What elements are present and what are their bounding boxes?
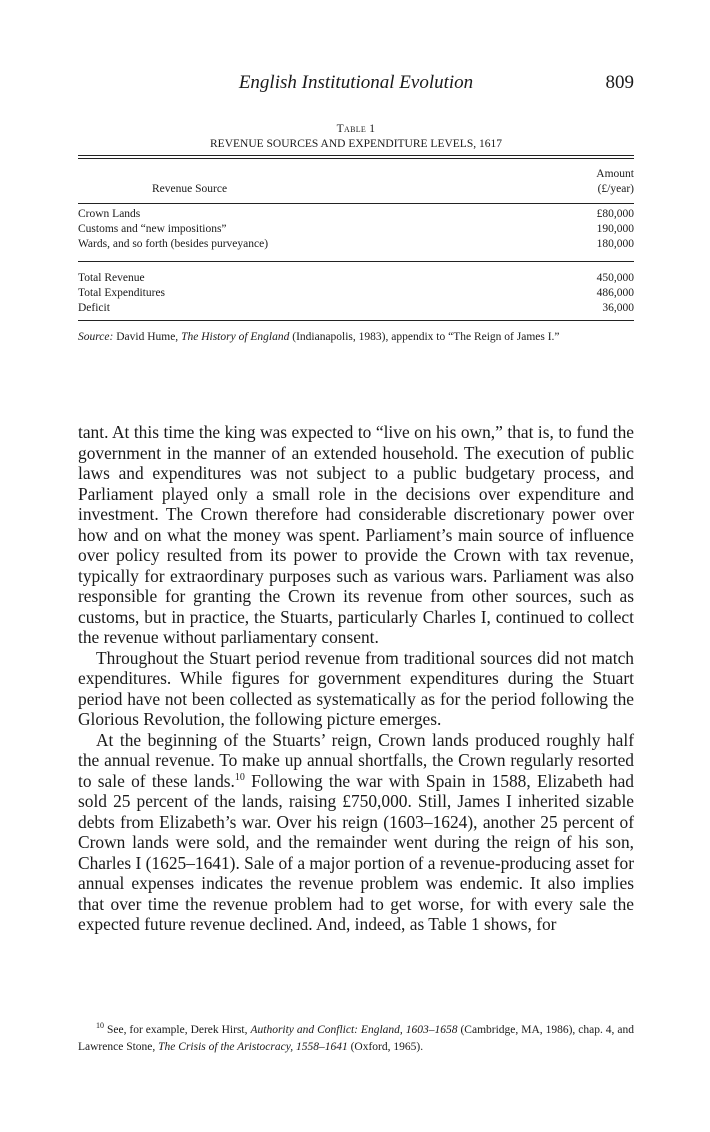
footnote xyxy=(78,1022,634,1056)
source-label: Source: xyxy=(78,331,114,343)
table-caption xyxy=(78,122,634,152)
footnote-reference: 10 xyxy=(234,771,245,783)
body-text xyxy=(78,422,634,935)
row-amount: 180,000 xyxy=(596,238,634,250)
table-row xyxy=(78,237,634,252)
amount-header-line1: Amount xyxy=(596,168,634,180)
table-header-rule xyxy=(78,203,634,204)
footnote-text: (Cambridge, MA, 1986), chap. 4, and Lawrence Stone, xyxy=(78,1024,635,1053)
row-amount: 450,000 xyxy=(596,272,634,284)
row-amount: 190,000 xyxy=(596,223,634,235)
paragraph: tant. At this time the king was expected to “live on his own,” that is, to fund the government in the manner of an extended household. The execution of public laws and expenditures was not subject to a public budgetary process, and Parliament played only a small role in the decisions over expenditure and investment. The Crown therefore had considerable discretionary power over how and on what the money was spent. Parliament’s main source of influence over policy resulted from its power to provide the Crown with tax revenue, typically for extraordinary purposes such as various wars. Parliament was also responsible for granting the Crown its revenue from other sources, such as customs, but in practice, the Stuarts, particularly Charles I, continued to collect the revenue without parliamentary consent. xyxy=(78,422,634,647)
revenue-source-header: Revenue Source xyxy=(152,183,228,195)
table-row xyxy=(78,286,634,301)
page-number: 809 xyxy=(605,72,634,93)
table-top-rule-2 xyxy=(78,158,634,159)
table-header xyxy=(78,167,634,197)
source-text-pre: David Hume, xyxy=(113,331,182,343)
footnote-title: Authority and Conflict: England, 1603–1658 xyxy=(250,1024,458,1036)
row-label: Total Expenditures xyxy=(78,287,166,299)
revenue-totals xyxy=(78,271,634,316)
row-label: Total Revenue xyxy=(78,272,145,284)
footnote-text: (Oxford, 1965). xyxy=(347,1041,424,1053)
row-label: Wards, and so forth (besides purveyance) xyxy=(78,238,269,250)
paragraph-text: At the beginning of the Stuarts’ reign, Crown lands produced roughly half the annual revenue. To make up annual shortfalls, the Crown regularly resorted to sale of these lands. xyxy=(78,729,634,791)
table-row xyxy=(78,301,634,316)
row-label: Crown Lands xyxy=(78,208,141,220)
row-amount: 486,000 xyxy=(596,287,634,299)
paragraph: Throughout the Stuart period revenue from traditional sources did not match expenditures. While figures for government expenditures during the Stuart period have not been collected as systematically as for the period following the Glorious Revolution, the following picture emerges. xyxy=(78,647,634,729)
table-row xyxy=(78,222,634,237)
table-source-note xyxy=(78,329,634,345)
row-amount: £80,000 xyxy=(596,208,634,220)
table-label: Table 1 xyxy=(336,123,376,135)
footnote-title: The Crisis of the Aristocracy, 1558–1641 xyxy=(158,1041,348,1053)
revenue-sources xyxy=(78,207,634,252)
table-mid-rule xyxy=(78,261,634,262)
footnote-mark: 10 xyxy=(96,1021,104,1031)
source-text-post: (Indianapolis, 1983), appendix to “The Reign of James I.” xyxy=(289,331,560,343)
paragraph-text: Following the war with Spain in 1588, Elizabeth had sold 25 percent of the lands, raising £750,000. Still, James I inherited sizable debts from Elizabeth’s war. Over his reign (1603–1624), another 25 percent of Crown lands were sold, and the remainder went during the reign of his son, Charles I (1625–1641). Sale of a major portion of a revenue-producing asset for annual expenses indicates the revenue problem was endemic. It also implies that over time the revenue problem had to get worse, for with every sale the expected future revenue declined. And, indeed, as Table 1 shows, for xyxy=(78,770,634,934)
row-label: Deficit xyxy=(78,302,110,314)
table-title: REVENUE SOURCES AND EXPENDITURE LEVELS, 1617 xyxy=(210,138,502,150)
table-bottom-rule xyxy=(78,320,634,321)
table-row xyxy=(78,271,634,286)
paragraph xyxy=(78,730,634,935)
running-head xyxy=(78,72,634,96)
table-row xyxy=(78,207,634,222)
row-amount: 36,000 xyxy=(602,302,634,314)
footnote-text: See, for example, Derek Hirst, xyxy=(104,1024,251,1036)
row-label: Customs and “new impositions” xyxy=(78,223,227,235)
source-book-title: The History of England xyxy=(181,331,290,343)
running-title: English Institutional Evolution xyxy=(238,72,474,93)
table-top-rule xyxy=(78,155,634,156)
amount-header-line2: (£/year) xyxy=(597,183,634,195)
